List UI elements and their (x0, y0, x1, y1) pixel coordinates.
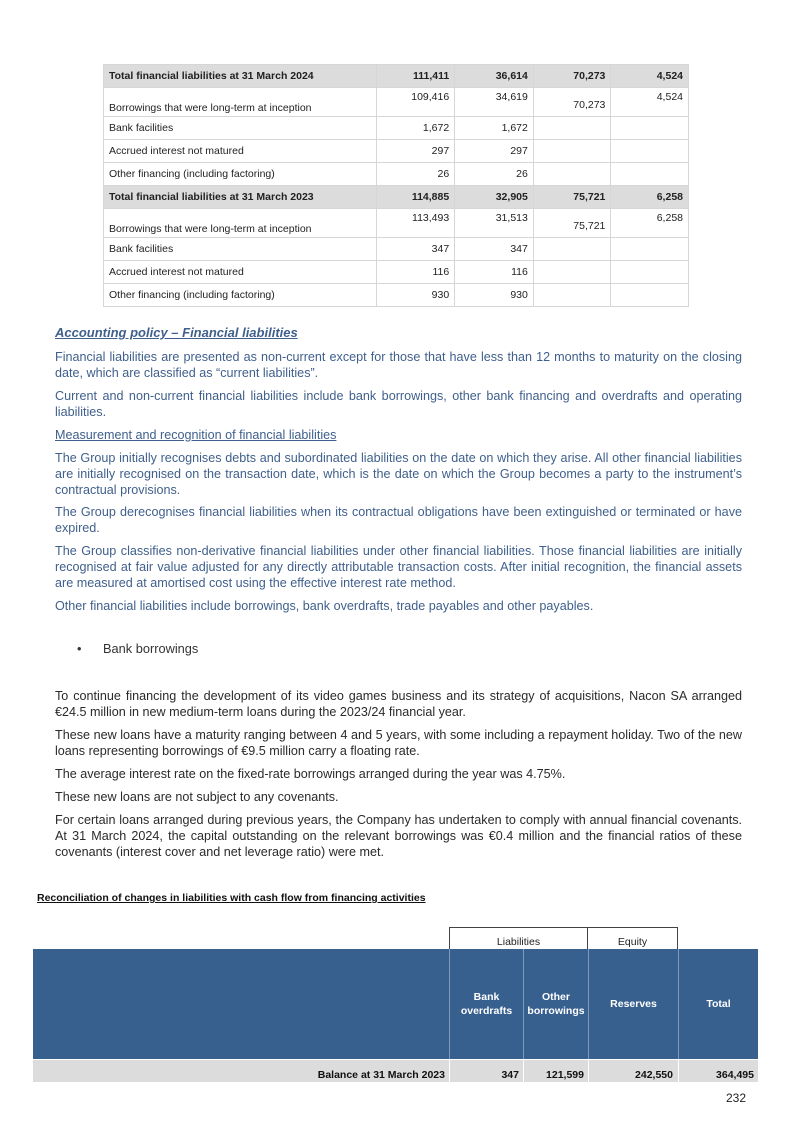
table-total-row (104, 186, 689, 209)
row-value-1: 347 (376, 238, 455, 261)
policy-paragraph-1: Financial liabilities are presented as non-current except for those that have less than 12 months to maturity on the closing date, which are classified as “current liabilities”. (55, 350, 742, 380)
policy-heading: Accounting policy – Financial liabilities (55, 325, 298, 340)
row-value-4: 4,524 (611, 65, 689, 88)
table-row (104, 209, 689, 238)
row-value-1: 116 (376, 261, 455, 284)
row-value-3 (533, 140, 611, 163)
row-value-4: 6,258 (611, 186, 689, 209)
balance-bank-overdrafts: 347 (501, 1069, 519, 1081)
balance-reserves: 242,550 (635, 1069, 673, 1081)
bank-paragraph-1: To continue financing the development of its video games business and its strategy of acquisitions, Nacon SA arranged €24.5 million in new medium-term loans during the 2023/24 financial year. (55, 689, 742, 719)
row-value-2: 34,619 (455, 88, 534, 117)
row-value-2: 1,672 (455, 117, 534, 140)
col-other-borrowings: Other borrowings (523, 949, 588, 1059)
financial-liabilities-table (103, 64, 689, 307)
row-value-3: 75,721 (533, 209, 611, 238)
table-row (104, 238, 689, 261)
bank-borrowings-label: Bank borrowings (103, 641, 199, 656)
row-label: Other financing (including factoring) (104, 284, 377, 307)
bank-borrowings-bullet (77, 641, 198, 656)
row-value-3 (533, 163, 611, 186)
table-row (104, 140, 689, 163)
row-label: Total financial liabilities at 31 March 2023 (104, 186, 377, 209)
table-total-row (104, 65, 689, 88)
row-value-3 (533, 261, 611, 284)
row-value-1: 109,416 (376, 88, 455, 117)
row-value-3: 70,273 (533, 88, 611, 117)
row-value-3: 70,273 (533, 65, 611, 88)
table-row (104, 261, 689, 284)
reconciliation-title: Reconciliation of changes in liabilities with cash flow from financing activities (37, 892, 426, 904)
liabilities-group-header: Liabilities (449, 927, 588, 949)
row-label: Bank facilities (104, 117, 377, 140)
col-total: Total (678, 949, 758, 1059)
row-value-4 (611, 163, 689, 186)
row-value-2: 347 (455, 238, 534, 261)
row-value-2: 297 (455, 140, 534, 163)
policy-paragraph-6: Other financial liabilities include borrowings, bank overdrafts, trade payables and other payables. (55, 599, 594, 613)
balance-total: 364,495 (716, 1069, 754, 1081)
bank-paragraph-2: These new loans have a maturity ranging between 4 and 5 years, with some including a repayment holiday. Two of the new loans representing borrowings of €9.5 million carry a floating rate. (55, 728, 742, 758)
row-value-4 (611, 261, 689, 284)
row-value-4: 6,258 (611, 209, 689, 238)
equity-group-header: Equity (587, 927, 678, 949)
balance-label: Balance at 31 March 2023 (317, 1069, 445, 1081)
row-value-1: 114,885 (376, 186, 455, 209)
row-label: Accrued interest not matured (104, 261, 377, 284)
row-value-1: 26 (376, 163, 455, 186)
row-value-1: 297 (376, 140, 455, 163)
row-value-2: 26 (455, 163, 534, 186)
row-value-2: 930 (455, 284, 534, 307)
policy-paragraph-5: The Group classifies non-derivative financial liabilities under other financial liabilities. Those financial liabilities are initially recognised at fair value adjusted for any directly attributable transaction costs. After initial recognition, the financial assets are measured at amortised cost using the effective interest rate method. (55, 544, 742, 590)
row-value-4 (611, 140, 689, 163)
row-value-1: 113,493 (376, 209, 455, 238)
col-reserves: Reserves (588, 949, 678, 1059)
table-row (104, 163, 689, 186)
table-row (104, 117, 689, 140)
row-value-1: 1,672 (376, 117, 455, 140)
row-value-4 (611, 284, 689, 307)
table-row (104, 88, 689, 117)
row-value-3 (533, 284, 611, 307)
table-row (104, 284, 689, 307)
row-label: Total financial liabilities at 31 March 2024 (104, 65, 377, 88)
row-value-4 (611, 238, 689, 261)
row-label: Accrued interest not matured (104, 140, 377, 163)
page-number: 232 (725, 1091, 746, 1105)
bank-paragraph-3: The average interest rate on the fixed-rate borrowings arranged during the year was 4.75%. (55, 767, 566, 781)
balance-row (33, 1060, 758, 1082)
row-value-3 (533, 238, 611, 261)
row-value-2: 31,513 (455, 209, 534, 238)
bank-paragraph-5: For certain loans arranged during previous years, the Company has undertaken to comply with annual financial covenants. At 31 March 2024, the capital outstanding on the relevant borrowings was €0.4 million and the financial ratios of these covenants (interest cover and net leverage ratio) were met. (55, 813, 742, 859)
row-value-1: 930 (376, 284, 455, 307)
row-value-3 (533, 117, 611, 140)
row-value-3: 75,721 (533, 186, 611, 209)
row-value-4 (611, 117, 689, 140)
policy-paragraph-3: The Group initially recognises debts and subordinated liabilities on the date on which they arise. All other financial liabilities are initially recognised on the transaction date, which is the date on which the Group becomes a party to the instrument’s contractual provisions. (55, 451, 742, 497)
measurement-subheading: Measurement and recognition of financial liabilities (55, 428, 337, 442)
row-value-1: 111,411 (376, 65, 455, 88)
row-label: Bank facilities (104, 238, 377, 261)
policy-paragraph-2: Current and non-current financial liabilities include bank borrowings, other bank financing and overdrafts and operating liabilities. (55, 389, 742, 419)
row-value-2: 32,905 (455, 186, 534, 209)
row-value-4: 4,524 (611, 88, 689, 117)
row-value-2: 116 (455, 261, 534, 284)
policy-paragraph-4: The Group derecognises financial liabilities when its contractual obligations have been extinguished or terminated or have expired. (55, 505, 742, 535)
col-bank-overdrafts: Bank overdrafts (449, 949, 523, 1059)
bank-paragraph-4: These new loans are not subject to any covenants. (55, 790, 339, 804)
row-label: Other financing (including factoring) (104, 163, 377, 186)
row-label: Borrowings that were long-term at inception (104, 209, 377, 238)
row-label: Borrowings that were long-term at inception (104, 88, 377, 117)
bullet-dot-icon: • (77, 641, 82, 656)
balance-other-borrowings: 121,599 (546, 1069, 584, 1081)
row-value-2: 36,614 (455, 65, 534, 88)
